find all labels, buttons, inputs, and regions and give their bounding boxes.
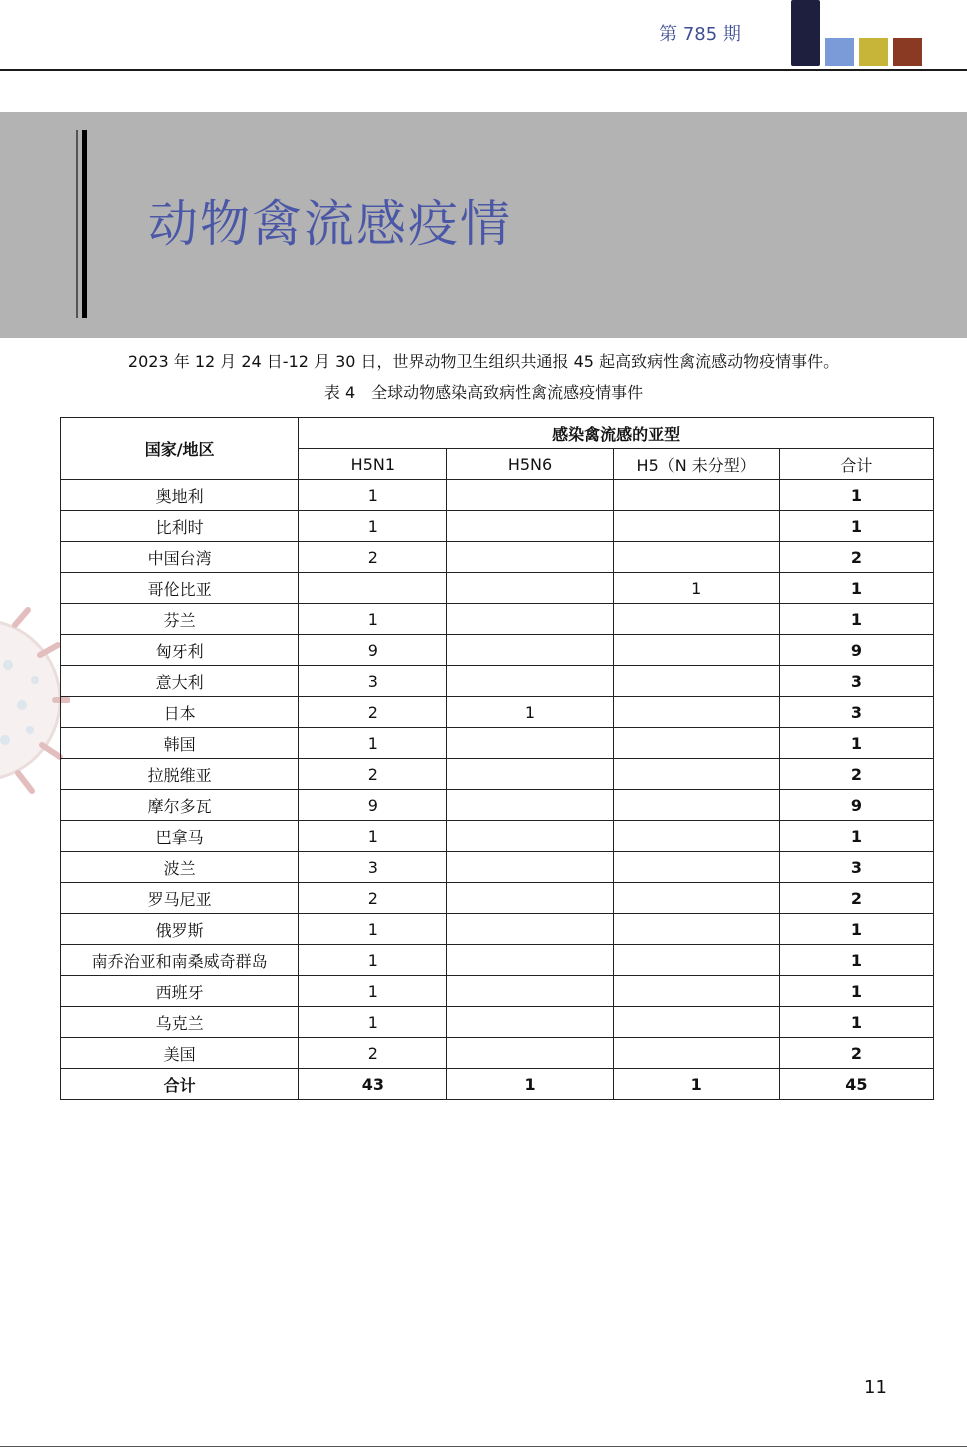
- cell-h5n6: [447, 759, 613, 790]
- cell-country: 意大利: [61, 666, 299, 697]
- cell-total: 2: [779, 759, 933, 790]
- cell-h5n6: [447, 976, 613, 1007]
- cell-h5n1: 1: [299, 604, 447, 635]
- cell-total: 2: [779, 883, 933, 914]
- cell-country: 日本: [61, 697, 299, 728]
- cell-total: 1: [779, 573, 933, 604]
- total-cell-h5n1: 43: [299, 1069, 447, 1100]
- footer-rule: [0, 1446, 967, 1447]
- cell-h5n6: [447, 635, 613, 666]
- cell-total: 1: [779, 511, 933, 542]
- cell-h5n6: [447, 1038, 613, 1069]
- table-row: [61, 852, 934, 883]
- table-total-row: [61, 1069, 934, 1100]
- cell-h5n1: 1: [299, 511, 447, 542]
- cell-total: 2: [779, 542, 933, 573]
- cell-h5n1: 3: [299, 852, 447, 883]
- cell-country: 波兰: [61, 852, 299, 883]
- cell-h5n6: [447, 604, 613, 635]
- cell-total: 1: [779, 945, 933, 976]
- cell-h5n6: [447, 883, 613, 914]
- cell-h5: [613, 697, 779, 728]
- cell-h5: [613, 821, 779, 852]
- cell-h5: [613, 945, 779, 976]
- cell-h5n1: 2: [299, 542, 447, 573]
- outbreak-table: [60, 417, 934, 1100]
- table-row: [61, 1038, 934, 1069]
- cell-h5: [613, 1038, 779, 1069]
- cell-h5: [613, 790, 779, 821]
- cell-country: 巴拿马: [61, 821, 299, 852]
- header-h5n1: H5N1: [299, 449, 447, 480]
- table-caption: 表 4 全球动物感染高致病性禽流感疫情事件: [323, 383, 644, 402]
- cell-country: 韩国: [61, 728, 299, 759]
- table-row: [61, 728, 934, 759]
- cell-total: 3: [779, 852, 933, 883]
- cell-h5n1: 1: [299, 728, 447, 759]
- cell-h5: [613, 542, 779, 573]
- cell-total: 3: [779, 666, 933, 697]
- table-row: [61, 790, 934, 821]
- cell-country: 哥伦比亚: [61, 573, 299, 604]
- total-cell-h5: 1: [613, 1069, 779, 1100]
- table-row: [61, 542, 934, 573]
- cell-h5n6: [447, 1007, 613, 1038]
- cell-country: 摩尔多瓦: [61, 790, 299, 821]
- table-row: [61, 480, 934, 511]
- cell-h5n1: 1: [299, 480, 447, 511]
- cell-total: 1: [779, 604, 933, 635]
- cell-country: 罗马尼亚: [61, 883, 299, 914]
- table-row: [61, 883, 934, 914]
- header-total: 合计: [779, 449, 933, 480]
- cell-total: 3: [779, 697, 933, 728]
- cell-h5: [613, 1007, 779, 1038]
- cell-country: 匈牙利: [61, 635, 299, 666]
- table-row: [61, 635, 934, 666]
- cell-country: 西班牙: [61, 976, 299, 1007]
- cell-h5n1: 1: [299, 945, 447, 976]
- cell-country: 美国: [61, 1038, 299, 1069]
- total-cell-h5n6: 1: [447, 1069, 613, 1100]
- total-cell-total: 45: [779, 1069, 933, 1100]
- cell-h5: [613, 759, 779, 790]
- cell-country: 拉脱维亚: [61, 759, 299, 790]
- cell-h5n1: 9: [299, 635, 447, 666]
- table-row: [61, 1007, 934, 1038]
- cell-country: 南乔治亚和南桑威奇群岛: [61, 945, 299, 976]
- table-row: [61, 573, 934, 604]
- section-banner: [0, 112, 967, 338]
- header-subtype-group: 感染禽流感的亚型: [299, 418, 934, 449]
- cell-h5n1: 1: [299, 1007, 447, 1038]
- cell-total: 9: [779, 790, 933, 821]
- accent-block-blue: [825, 38, 854, 66]
- cell-total: 1: [779, 914, 933, 945]
- total-cell-country: 合计: [61, 1069, 299, 1100]
- cell-h5n1: 2: [299, 883, 447, 914]
- cell-h5: [613, 883, 779, 914]
- cell-h5n6: [447, 945, 613, 976]
- cell-h5n1: 3: [299, 666, 447, 697]
- table-row: [61, 759, 934, 790]
- header-h5n6: H5N6: [447, 449, 613, 480]
- cell-h5n6: [447, 542, 613, 573]
- cell-country: 乌克兰: [61, 1007, 299, 1038]
- cell-country: 中国台湾: [61, 542, 299, 573]
- cell-h5n1: 1: [299, 914, 447, 945]
- cell-h5: [613, 511, 779, 542]
- cell-total: 1: [779, 1007, 933, 1038]
- cell-h5: [613, 976, 779, 1007]
- issue-number: 第 785 期: [659, 24, 741, 45]
- cell-h5n6: [447, 728, 613, 759]
- cell-country: 芬兰: [61, 604, 299, 635]
- cell-h5n6: [447, 914, 613, 945]
- cell-h5: [613, 666, 779, 697]
- cell-h5n1: 2: [299, 759, 447, 790]
- cell-h5n1: 1: [299, 976, 447, 1007]
- intro-text: 2023 年 12 月 24 日-12 月 30 日，世界动物卫生组织共通报 45 起高致病性禽流感动物疫情事件。: [127, 352, 840, 371]
- cell-h5: [613, 852, 779, 883]
- cell-h5: [613, 604, 779, 635]
- cell-total: 2: [779, 1038, 933, 1069]
- cell-h5: [613, 728, 779, 759]
- cell-h5: 1: [613, 573, 779, 604]
- cell-h5n1: [299, 573, 447, 604]
- page-number: 11: [864, 1377, 887, 1398]
- section-title: 动物禽流感疫情: [148, 195, 512, 253]
- table-row: [61, 976, 934, 1007]
- header-h5-untyped: H5（N 未分型）: [613, 449, 779, 480]
- header-country: 国家/地区: [61, 418, 299, 480]
- cell-h5n6: [447, 666, 613, 697]
- cell-country: 比利时: [61, 511, 299, 542]
- table-row: [61, 821, 934, 852]
- cell-country: 奥地利: [61, 480, 299, 511]
- cell-h5: [613, 914, 779, 945]
- banner-bar: [82, 130, 87, 318]
- cell-h5n6: [447, 790, 613, 821]
- cell-h5n1: 2: [299, 697, 447, 728]
- table-body: [61, 480, 934, 1100]
- cell-total: 1: [779, 728, 933, 759]
- table-row: [61, 697, 934, 728]
- cell-h5: [613, 480, 779, 511]
- cell-h5n6: [447, 852, 613, 883]
- cell-h5n6: [447, 573, 613, 604]
- cell-total: 1: [779, 480, 933, 511]
- cell-total: 9: [779, 635, 933, 666]
- table-row: [61, 666, 934, 697]
- header-rule: [0, 69, 967, 71]
- cell-h5n1: 1: [299, 821, 447, 852]
- cell-total: 1: [779, 821, 933, 852]
- accent-block-gold: [859, 38, 888, 66]
- accent-block-navy: [791, 0, 820, 66]
- cell-country: 俄罗斯: [61, 914, 299, 945]
- cell-h5n1: 9: [299, 790, 447, 821]
- cell-total: 1: [779, 976, 933, 1007]
- cell-h5: [613, 635, 779, 666]
- table-row: [61, 914, 934, 945]
- cell-h5n1: 2: [299, 1038, 447, 1069]
- accent-block-brown: [893, 38, 922, 66]
- cell-h5n6: [447, 821, 613, 852]
- banner-bar-thin: [76, 130, 78, 318]
- cell-h5n6: [447, 511, 613, 542]
- table-row: [61, 945, 934, 976]
- table-row: [61, 511, 934, 542]
- cell-h5n6: [447, 480, 613, 511]
- cell-h5n6: 1: [447, 697, 613, 728]
- table-row: [61, 604, 934, 635]
